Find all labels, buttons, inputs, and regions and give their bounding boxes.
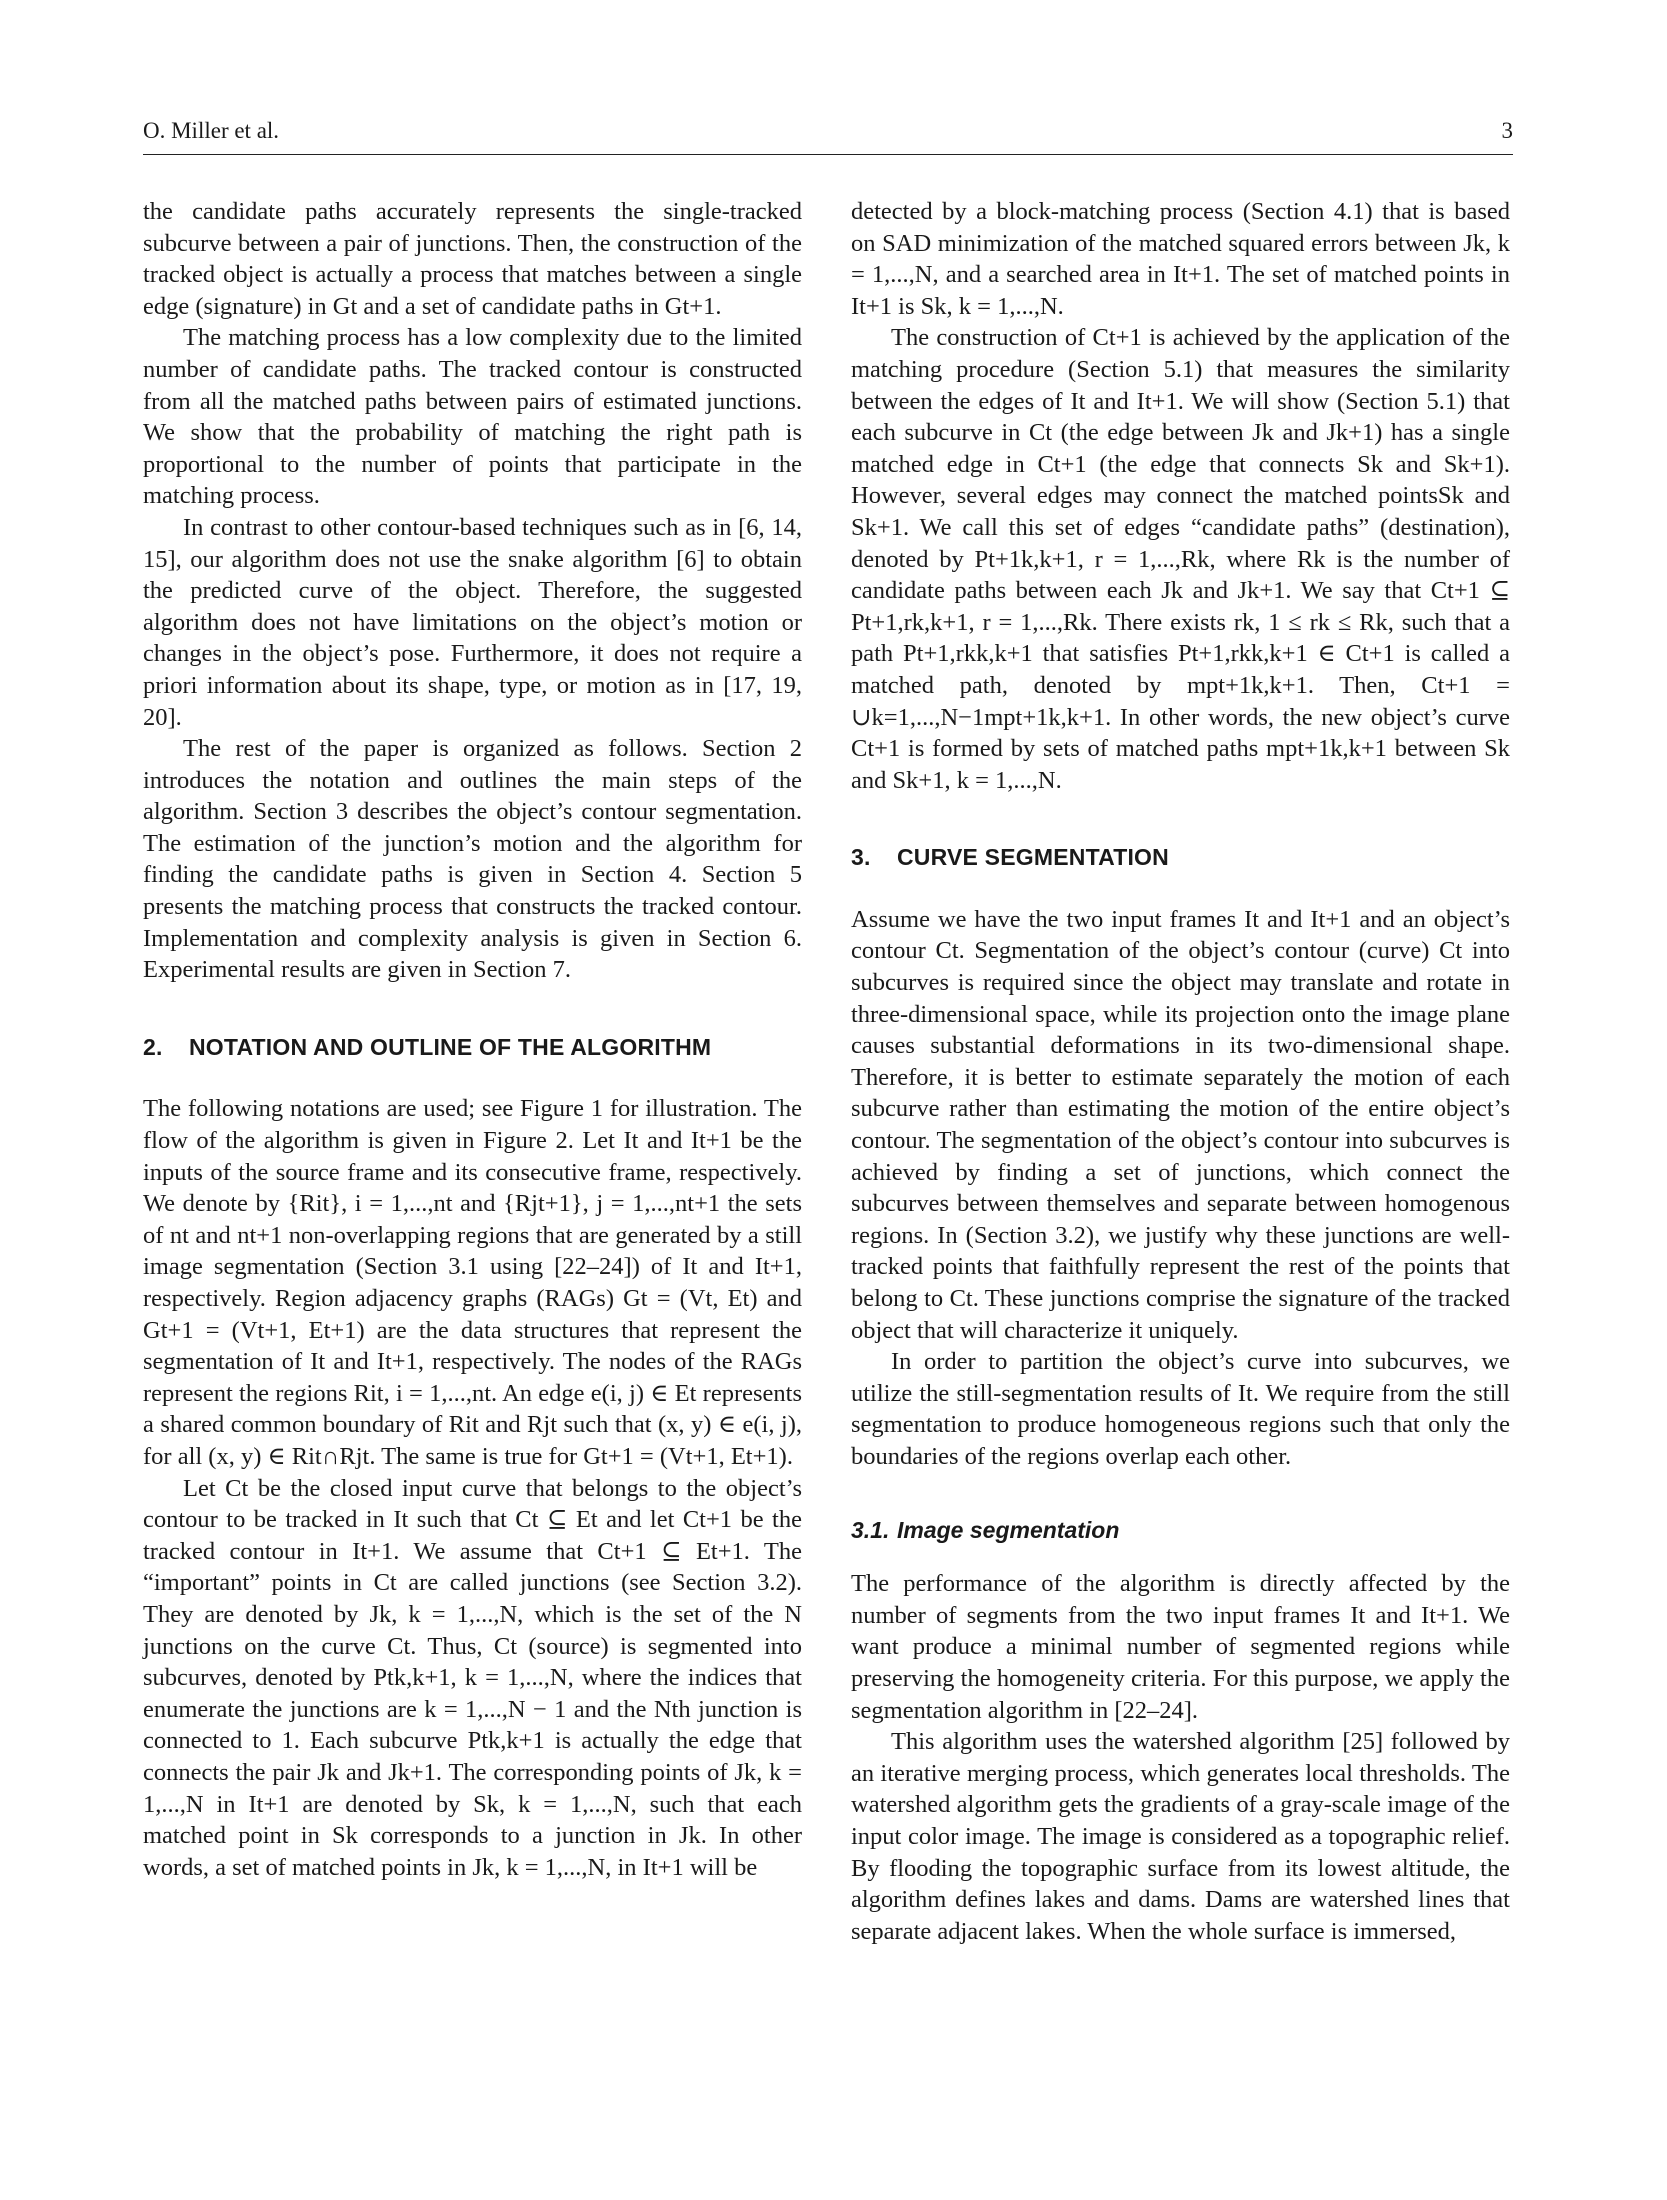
right-column [851, 196, 1510, 1947]
paragraph: The following notations are used; see Figure 1 for illustration. The flow of the algorithm is given in Figure 2. Let It and It+1 be the inputs of the source frame and its consecutive frame, respectively. We denote by {Rit}, i = 1,...,nt and {Rjt+1}, j = 1,...,nt+1 the sets of nt and nt+1 non-overlapping regions that are generated by a still image segmentation (Section 3.1 using [22–24]) of It and It+1, respectively. Region adjacency graphs (RAGs) Gt = (Vt, Et) and Gt+1 = (Vt+1, Et+1) are the data structures that represent the segmentation of It and It+1, respectively. The nodes of the RAGs represent the regions Rit, i = 1,...,nt. An edge e(i, j) ∈ Et represents a shared common boundary of Rit and Rjt such that (x, y) ∈ e(i, j), for all (x, y) ∈ Rit∩Rjt. The same is true for Gt+1 = (Vt+1, Et+1). [143, 1095, 802, 1470]
paragraph: Let Ct be the closed input curve that belongs to the object’s contour to be tracked in It such that Ct ⊆ Et and let Ct+1 be the tracked contour in It+1. We assume that Ct+1 ⊆ Et+1. The “important” points in Ct are called junctions (see Section 3.2). They are denoted by Jk, k = 1,...,N, which is the set of the N junctions on the curve Ct. Thus, Ct (source) is segmented into subcurves, denoted by Ptk,k+1, k = 1,...,N, where the indices that enumerate the junctions are k = 1,...,N − 1 and the Nth junction is connected to 1. Each subcurve Ptk,k+1 is actually the edge that connects the pair Jk and Jk+1. The corresponding points of Jk, k = 1,...,N in It+1 are denoted by Sk, k = 1,...,N, such that each matched point in Sk corresponds to a junction in Jk. In other words, a set of matched points in Jk, k = 1,...,N, in It+1 will be [143, 1474, 802, 1881]
header-authors: O. Miller et al. [143, 118, 280, 143]
section-title: NOTATION AND OUTLINE OF THE ALGORITHM [189, 1033, 712, 1060]
subsection-title: Image segmentation [897, 1516, 1120, 1543]
paragraph: The matching process has a low complexity due to the limited number of candidate paths. The tracked contour is constructed from all the matched paths between pairs of estimated junctions. We show that the probability of matching the right path is proportional to the number of points that participate in the matching process. [143, 324, 802, 510]
running-header [143, 118, 1513, 155]
section-title: CURVE SEGMENTATION [897, 844, 1169, 871]
paragraph: The performance of the algorithm is directly affected by the number of segments from the two input frames It and It+1. We want produce a minimal number of segmented regions while preserving the homogeneity criteria. For this purpose, we apply the segmentation algorithm in [22–24]. [851, 1570, 1510, 1724]
section-number: 3. [851, 844, 871, 871]
paragraph: In order to partition the object’s curve into subcurves, we utilize the still-segmentation results of It. We require from the still segmentation to produce homogeneous regions such that only the boundaries of the regions overlap each other. [851, 1348, 1510, 1470]
page-number: 3 [1501, 118, 1513, 143]
paragraph: This algorithm uses the watershed algorithm [25] followed by an iterative merging process, which generates local thresholds. The watershed algorithm gets the gradients of a gray-scale image of the input color image. The image is considered as a topographic relief. By flooding the topographic surface from its lowest altitude, the algorithm defines lakes and dams. Dams are watershed lines that separate adjacent lakes. When the whole surface is immersed, [851, 1728, 1510, 1945]
paragraph: Assume we have the two input frames It and It+1 and an object’s contour Ct. Segmentation of the object’s contour (curve) Ct into subcurves is required since the object may translate and rotate in three-dimensional space, while its projection onto the image plane causes substantial deformations in its two-dimensional shape. Therefore, it is better to estimate separately the motion of each subcurve rather than estimating the motion of the entire object’s contour. The segmentation of the object’s contour into subcurves is achieved by finding a set of junctions, which connect the subcurves between themselves and separate between homogenous regions. In (Section 3.2), we justify why these junctions are well-tracked points that faithfully represent the rest of the points that belong to Ct. These junctions comprise the signature of the tracked object that will characterize it uniquely. [851, 905, 1510, 1344]
paragraph: The construction of Ct+1 is achieved by the application of the matching procedure (Section 5.1) that measures the similarity between the edges of It and It+1. We will show (Section 5.1) that each subcurve in Ct (the edge between Jk and Jk+1) has a single matched edge in Ct+1 (the edge that connects Sk and Sk+1). However, several edges may connect the matched pointsSk and Sk+1. We call this set of edges “candidate paths” (destination), denoted by Pt+1k,k+1, r = 1,...,Rk, where Rk is the number of candidate paths between each Jk and Jk+1. We say that Ct+1 ⊆ Pt+1,rk,k+1, r = 1,...,Rk. There exists rk, 1 ≤ rk ≤ Rk, such that a path Pt+1,rkk,k+1 that satisfies Pt+1,rkk,k+1 ∈ Ct+1 is called a matched path, denoted by mpt+1k,k+1. Then, Ct+1 = ∪k=1,...,N−1mpt+1k,k+1. In other words, the new object’s curve Ct+1 is formed by sets of matched paths mpt+1k,k+1 between Sk and Sk+1, k = 1,...,N. [851, 324, 1510, 794]
paragraph: In contrast to other contour-based techniques such as in [6, 14, 15], our algorithm does not use the snake algorithm [6] to obtain the predicted curve of the object. Therefore, the suggested algorithm does not have limitations on the object’s motion or changes in the object’s pose. Furthermore, it does not require a priori information about its shape, type, or motion as in [17, 19, 20]. [143, 513, 802, 731]
section-heading [851, 842, 1510, 874]
paragraph: the candidate paths accurately represents the single-tracked subcurve between a pair of junctions. Then, the construction of the tracked object is actually a process that matches between a single edge (signature) in Gt and a set of candidate paths in Gt+1. [143, 198, 802, 320]
left-column [143, 196, 802, 1883]
paragraph: detected by a block-matching process (Section 4.1) that is based on SAD minimization of the matched squared errors between Jk, k = 1,...,N, and a searched area in It+1. The set of matched points in It+1 is Sk, k = 1,...,N. [851, 198, 1510, 320]
subsection-number: 3.1. [851, 1516, 890, 1543]
subsection-heading [851, 1515, 1510, 1547]
paragraph: The rest of the paper is organized as follows. Section 2 introduces the notation and outlines the main steps of the algorithm. Section 3 describes the object’s contour segmentation. The estimation of the junction’s motion and the algorithm for finding the candidate paths is given in Section 4. Section 5 presents the matching process that constructs the tracked contour. Implementation and complexity analysis is given in Section 6. Experimental results are given in Section 7. [143, 735, 802, 984]
section-heading [143, 1032, 802, 1064]
section-number: 2. [143, 1033, 163, 1060]
